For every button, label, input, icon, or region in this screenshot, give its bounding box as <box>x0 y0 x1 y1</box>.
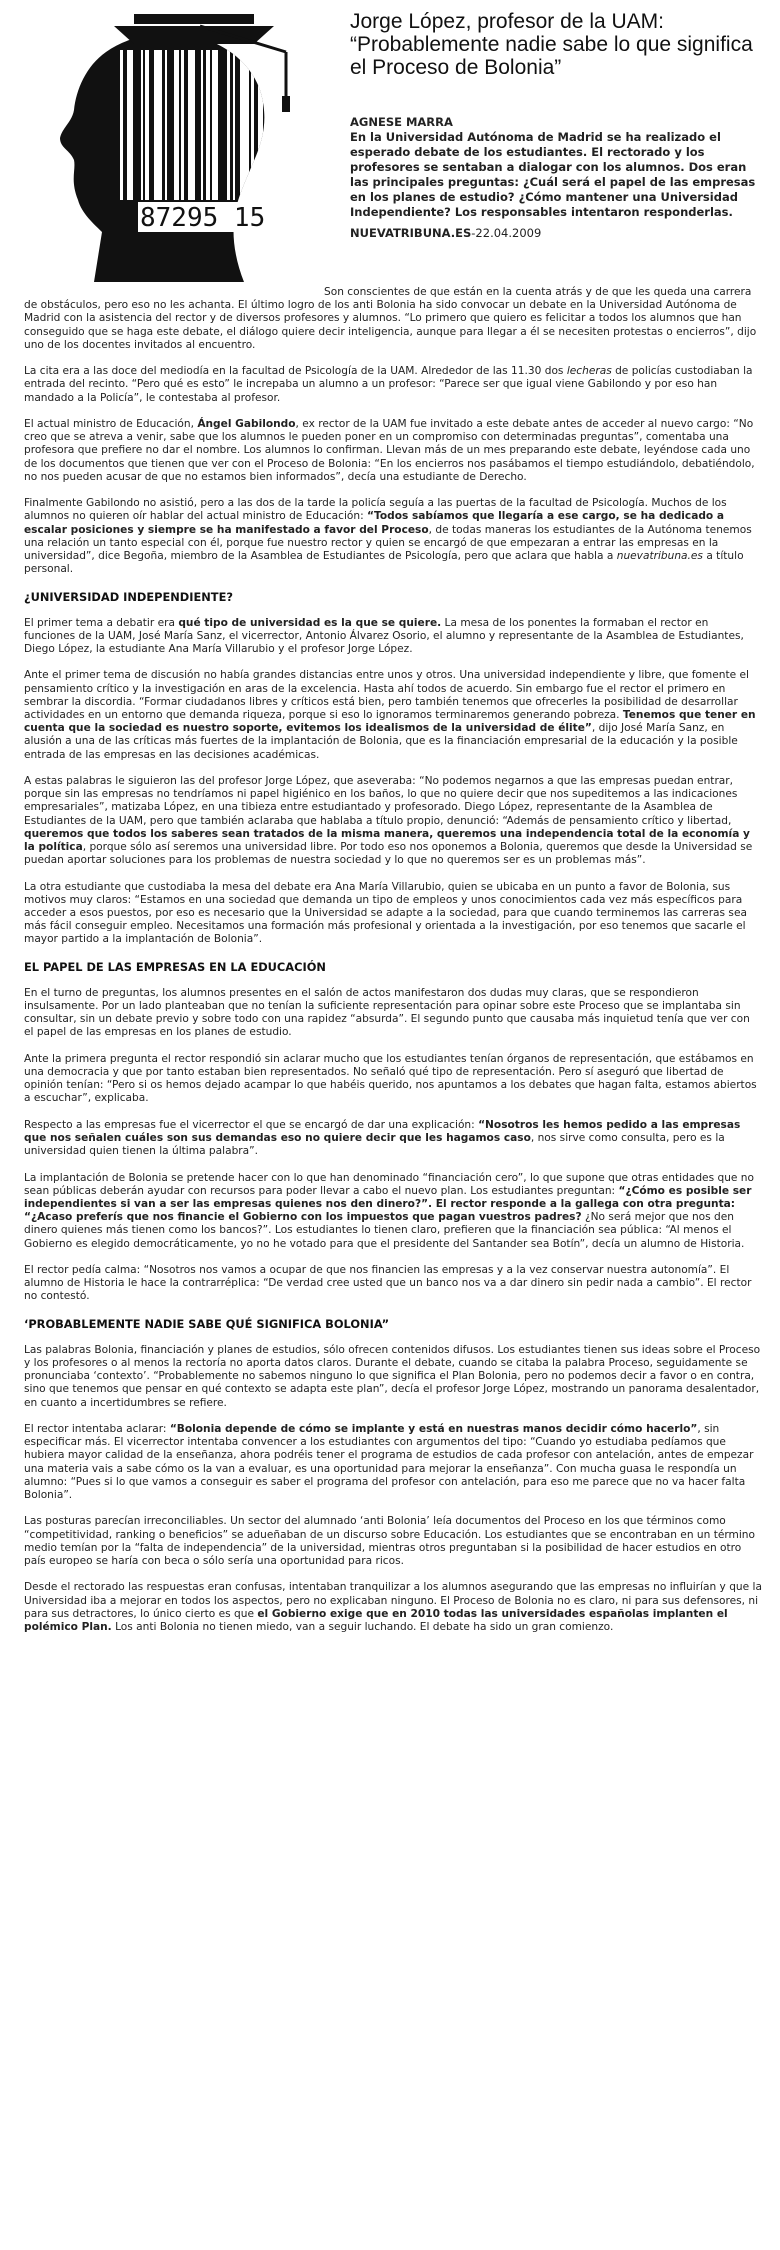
text-run: La implantación de Bolonia se pretende hacer con lo que han denominado “financiación cero”, lo que supone que otras entidades que no sean públicas deberán ayudar con recursos para poder llevar a cabo el nuevo plan. Los estudiantes preguntan: <box>24 1171 754 1197</box>
graduation-barcode-illustration <box>24 10 342 282</box>
barcode-stripe <box>227 50 230 200</box>
barcode-stripe <box>181 50 184 200</box>
barcode-stripe <box>233 50 235 200</box>
barcode-stripe <box>141 50 143 200</box>
section-heading: EL PAPEL DE LAS EMPRESAS EN LA EDUCACIÓN <box>24 959 326 974</box>
text-run: , ex rector de la UAM fue invitado a este debate antes de acceder al nuevo cargo: “No creo que se atreva a venir, sabe que los alumnos le pueden poner en un compromiso con determinadas preguntas”, comentaba una profesora que prefiere no dar el nombre. Los alumnos lo confirman. Llevan más de un mes preparando este debate, leyéndose cada uno de los documentos que tienen que ver con el Proceso de Bolonia: “En los encierros nos pasábamos el tiempo estudiándolo, debatiéndolo, no nos pueden acusar de que no estamos bien informados”, decía una estudiante de Derecho. <box>24 418 755 483</box>
text-run: Ante el primer tema de discusión no había grandes distancias entre unos y otros. Una universidad independiente y libre, que fomente el pensamiento crítico y la investigación en aras de la excelencia. Hasta ahí todos de acuerdo. Sin embargo fue el rector el primero en sembrar la discordia. “Formar ciudadanos libres y críticos está bien, pero también tenemos que ofrecerles la posibilidad de desarrollar actividades en un entorno que demanda riqueza, porque si eso lo ignoramos terminaremos generando pobreza. <box>24 669 749 722</box>
text-run: de policías custodiaban la entrada del recinto. “Pero qué es esto” le increpaba un alumno a un profesor: “Parece ser que igual viene Gabilondo y por eso han mandado a la Policía”, le contestaba al profesor. <box>24 365 753 404</box>
bold-run: el Gobierno exige que en 2010 todas las universidades españolas implanten el polémico Plan. <box>24 1607 728 1634</box>
paragraph <box>24 497 762 576</box>
author-name: AGNESE MARRA <box>350 115 453 129</box>
text-run: , de todas maneras los estudiantes de la Autónoma tenemos una relación un tanto especial con él, porque fue nuestro rector y quien se encargó de que empezaran a entrar las empresas en la universidad”, dice Begoña, miembro de la Asamblea de Estudiantes de Psicología, pero que aclara que habla a <box>24 523 752 563</box>
paragraph: El rector pedía calma: “Nosotros nos vamos a ocupar de que nos financien las empresas y a la vez conservar nuestra autonomía”. El alumno de Historia le hace la contrarréplica: “De verdad cree usted que un banco nos va a dar dinero sin pedir nada a cambio”. El rector no contestó. <box>24 1264 752 1303</box>
head-silhouette-icon <box>24 10 342 282</box>
bold-run: Ángel Gabilondo <box>197 418 296 430</box>
bold-run: “Bolonia depende de cómo se implante y está en nuestras manos decidir cómo hacerlo” <box>169 1423 698 1436</box>
bold-run: “Nosotros les hemos pedido a las empresas que nos señalen cuáles son sus demandas eso no quiere decir que les hagamos caso <box>24 1118 741 1145</box>
text-run: Finalmente Gabilondo no asistió, pero a las dos de la tarde la policía seguía a las puertas de la facultad de Psicología. Muchos de los alumnos no quieren oír hablar del actual ministro de Educación: <box>24 497 727 523</box>
text-run: ¿No será mejor que nos den dinero quienes más tienen como los bancos?”. Los estudiantes lo tienen claro, prefieren que la financiación sea pública: “Al menos el Gobierno es elegido democráticamente, yo no he votado para que el presidente del Santander sea Botín”, decía un alumno de Historia. <box>24 1211 745 1250</box>
barcode-stripe <box>201 50 203 200</box>
text-run: A estas palabras le siguieron las del profesor Jorge López, que aseveraba: “No podemos negarnos a que las empresas puedan entrar, porque sin las empresas no tendríamos ni papel higiénico en los baños, lo que no quiere decir que nos supeditemos a las indicaciones empresariales”, matizaba López, en una tibieza entre estudiantado y profesorado. Diego López, representante de la Asamblea de Estudiantes de la UAM, pero que también aclaraba que hablaba a título propio, denunció: “Además de pensamiento crítico y libertad, <box>24 775 738 827</box>
headline-column <box>350 10 766 241</box>
bold-run: queremos que todos los saberes sean tratados de la misma manera, queremos una independencia total de la economía y la política <box>24 827 750 854</box>
paragraph <box>24 418 762 484</box>
article-header <box>24 10 764 282</box>
paragraph <box>24 1119 762 1159</box>
barcode-stripe <box>251 50 254 200</box>
paragraph: La otra estudiante que custodiaba la mesa del debate era Ana María Villarubio, quien se ubicaba en un punto a favor de Bolonia, sus motivos muy claros: “Estamos en una sociedad que demanda un tipo de empleos y unos conocimientos cada vez más específicos para acceder a esos puestos, por eso es necesario que la Universidad se adapte a la sociedad, para que cuando terminemos las carreras sea más fácil conseguir empleo. Necesitamos una formación más profesional y orientada a la investigación, por eso tenemos que sacarle el mayor partido a la implantación de Bolonia”. <box>24 880 747 946</box>
barcode-stripe <box>258 50 263 200</box>
paragraph <box>24 365 762 405</box>
bold-run: qué tipo de universidad es la que se quiere. <box>178 616 442 629</box>
text-run: La cita era a las doce del mediodía en la facultad de Psicología de la UAM. Alrededor de las 11.30 dos <box>24 365 567 378</box>
article-body <box>24 286 762 1647</box>
italic-run: lecheras <box>566 365 612 378</box>
bold-run: “¿Cómo es posible ser independientes si van a ser las empresas quienes nos den dinero?”. El rector responde a la gallega con otra pregunta: “¿Acaso preferís que nos financie el Gobierno con los impuestos que pagan vuestros padres? <box>24 1184 752 1224</box>
barcode-stripe <box>240 50 249 200</box>
barcode-stripe <box>212 50 218 200</box>
italic-run: nuevatribuna.es <box>616 550 703 563</box>
paragraph: En el turno de preguntas, los alumnos presentes en el salón de actos manifestaron dos dudas muy claras, que se respondieron insulsamente. Por un lado planteaban que no tenían la suficiente representación para opinar sobre este Proceso que se implantaba sin consultar, sin un debate previo y sobre todo con una rapidez “absurda”. El segundo punto que causaba más inquietud tenía que ver con el papel de las empresas en los planes de estudio. <box>24 986 750 1039</box>
text-run: , porque sólo así seremos una universidad libre. Por todo eso nos oponemos a Bolonia, queremos que desde la Universidad se puedan aportar soluciones para los problemas de nuestra sociedad y lo que no queremos ser es un problemas más”. <box>24 841 753 867</box>
paragraph <box>24 775 762 867</box>
barcode-stripe <box>145 50 149 200</box>
barcode-stripe <box>127 50 133 200</box>
paragraph <box>24 617 762 657</box>
text-run: Desde el rectorado las respuestas eran confusas, intentaban tranquilizar a los alumnos asegurando que las empresas no influirían y que la Universidad iba a mejorar en todos los aspectos, pero no explicaban ninguno. El Proceso de Bolonia no es claro, ni para sus defensores, ni para sus detractores, lo único cierto es que <box>24 1581 762 1620</box>
text-run: El primer tema a debatir era <box>24 616 179 629</box>
text-run: El actual ministro de Educación, <box>24 418 198 430</box>
bold-run: “Todos sabíamos que llegaría a ese cargo, se ha dedicado a escalar posiciones y siempre se ha manifestado a favor del Proceso <box>24 510 725 536</box>
paragraph-text: Son conscientes de que están en la cuenta atrás y de que les queda una carrera de obstáculos, pero eso no les achanta. El último logro de los anti Bolonia ha sido convocar un debate en la Universidad Autónoma de Madrid con la asistencia del rector y de diversos profesores y alumnos. “Lo primero que quiero es felicitar a todos los alumnos que han conseguido que se haga este debate, el diálogo quiere decir inteligencia, aunque para llegar a él se necesiten protestas o encierros”, dijo uno de los docentes invitados al encuentro. <box>24 286 757 351</box>
text-run: a título personal. <box>24 550 744 576</box>
barcode-stripe <box>174 50 179 200</box>
lede-text: En la Universidad Autónoma de Madrid se ha realizado el esperado debate de los estudiantes. El rectorado y los profesores se sentaban a dialogar con los alumnos. Dos eran las principales preguntas: ¿Cuál será el papel de las empresas en los planes de estudio? ¿Cómo mantener una Universidad Independiente? Los responsables intentaron responderlas. <box>350 130 756 219</box>
paragraph <box>24 669 762 761</box>
barcode-stripe <box>120 50 123 200</box>
text-run: Respecto a las empresas fue el vicerrector el que se encargó de dar una explicación: <box>24 1118 479 1131</box>
section-heading: ¿UNIVERSIDAD INDEPENDIENTE? <box>24 589 233 604</box>
barcode-stripe <box>154 50 162 200</box>
paragraph <box>24 1172 762 1251</box>
barcode-stripe <box>206 50 210 200</box>
barcode-number: 87295 15 <box>140 203 266 233</box>
source-line <box>350 226 766 241</box>
text-run: La mesa de los ponentes la formaban el rector en funciones de la UAM, José María Sanz, el vicerrector, Antonio Álvarez Osorio, el alumno y representante de la Asamblea de Estudiantes, Diego López, la estudiante Ana María Villarubio y el profesor Jorge López. <box>24 616 744 656</box>
text-run: , nos sirve como consulta, pero es la universidad quien tienen la última palabra”. <box>24 1132 725 1158</box>
paragraph: Ante la primera pregunta el rector respondió sin aclarar mucho que los estudiantes tenían órganos de representación, que estábamos en una democracia y que por tanto estaban bien representados. No señaló qué tipo de representación. Pero sí aseguró que libertad de opinión tenían: “Pero si os hemos dejado acampar lo que habéis querido, nos apuntamos a los debates que hagan falta, estamos abiertos a escuchar”, explicaba. <box>24 1052 757 1105</box>
paragraph: Las palabras Bolonia, financiación y planes de estudios, sólo ofrecen contenidos difusos. Los estudiantes tienen sus ideas sobre el Proceso y los profesores o al menos la rectoría no aporta datos claros. Durante el debate, cuando se citaba la palabra Proceso, seguidamente se pronunciaba ‘contexto’. “Probablemente no sabemos ninguno lo que significa el Plan Bolonia, pero no podemos decir a favor o en contra, sino que tenemos que pensar en qué contexto se adapta este plan”, decía el profesor Jorge López, mostrando un panorama desalentador, en cuanto a incertidumbres se refiere. <box>24 1343 761 1409</box>
section-heading: ‘PROBABLEMENTE NADIE SABE QUÉ SIGNIFICA BOLONIA” <box>24 1316 390 1331</box>
barcode-stripe <box>165 50 167 200</box>
publish-date: -22.04.2009 <box>471 226 542 240</box>
source-name: NUEVATRIBUNA.ES <box>350 226 472 240</box>
paragraph <box>24 286 762 352</box>
page-title: Jorge López, profesor de la UAM: “Probablemente nadie sabe lo que significa el Proceso de Bolonia” <box>350 10 753 79</box>
bold-run: Tenemos que tener en cuenta que la sociedad es nuestro soporte, evitemos los idealismos de la universidad de élite” <box>24 709 756 735</box>
paragraph <box>24 1581 762 1634</box>
text-run: El rector intentaba aclarar: <box>24 1423 170 1436</box>
text-run: , sin especificar más. El vicerrector intentaba convencer a los estudiantes con argumentos del tipo: “Cuando yo estudiaba pedíamos que hubiera mayor calidad de la enseñanza, ahora podréis tener el programa de estudios de cada profesor con antelación, antes de empezar una materia vais a sabe cómo os la van a evaluar, es una oportunidad para mejorar la enseñanza”. Con mucha guasa le respondía un alumno: “Pues si lo que vamos a conseguir es saber el programa del profesor con antelación, para eso me parece que no va hacer falta Bolonia”. <box>24 1423 754 1502</box>
paragraph: Las posturas parecían irreconciliables. Un sector del alumnado ‘anti Bolonia’ leía documentos del Proceso en los que términos como “competitividad, ranking o beneficios” se adueñaban de un discurso sobre Educación. Los estudiantes que se encontraban en un término medio temían por la “falta de independencia” de la universidad, mientras otros preguntaban si la posibilidad de hacer estudios en otro país europeo se haría con beca o sólo sería una oportunidad para ricos. <box>24 1515 755 1568</box>
text-run: , dijo José María Sanz, en alusión a una de las críticas más fuertes de la implantación de Bolonia, que es la financiación empresarial de la educación y la posible entrada de las empresas en las decisiones académicas. <box>24 722 738 761</box>
text-run: Los anti Bolonia no tienen miedo, van a seguir luchando. El debate ha sido un gran comienzo. <box>111 1621 614 1634</box>
paragraph <box>24 1423 762 1502</box>
barcode-stripe <box>188 50 195 200</box>
